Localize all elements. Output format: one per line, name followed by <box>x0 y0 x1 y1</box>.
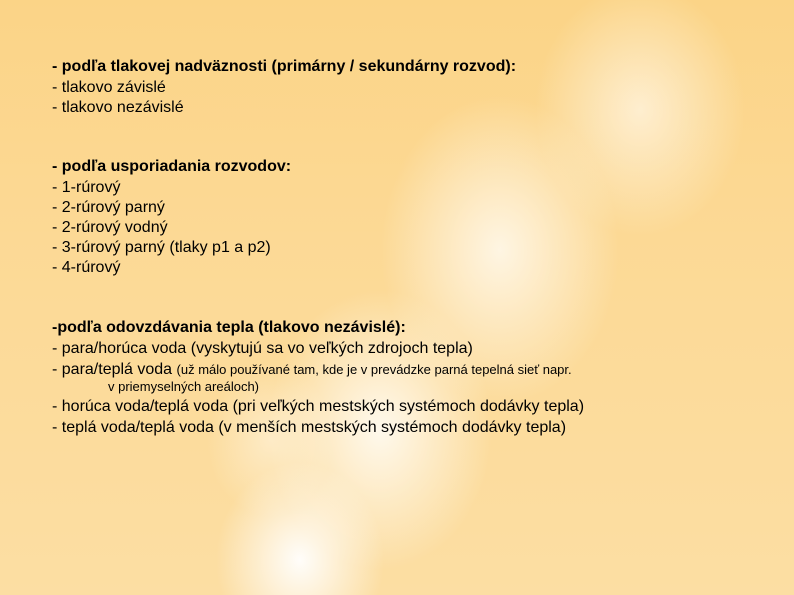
list-item-main: - para/teplá voda <box>52 361 173 378</box>
list-item: - tlakovo závislé <box>52 79 166 96</box>
list-item-note-cont: v priemyselných areáloch) <box>108 379 260 394</box>
list-item-note: (už málo používané tam, kde je v prevádzke parná tepelná sieť napr. <box>176 362 572 377</box>
list-item: - 4-rúrový <box>52 259 121 276</box>
section1-heading: - podľa tlakovej nadväznosti (primárny / sekundárny rozvod): <box>52 58 517 75</box>
list-item: - 1-rúrový <box>52 179 121 196</box>
list-item: - 2-rúrový vodný <box>52 219 168 236</box>
list-item: - horúca voda/teplá voda (pri veľkých mestských systémoch dodávky tepla) <box>52 398 585 415</box>
list-item: - para/horúca voda (vyskytujú sa vo veľkých zdrojoch tepla) <box>52 340 473 357</box>
list-item: - tlakovo nezávislé <box>52 99 184 116</box>
list-item: - teplá voda/teplá voda (v menších mestských systémoch dodávky tepla) <box>52 419 567 436</box>
section3-heading: -podľa odovzdávania tepla (tlakovo nezávislé): <box>52 319 406 336</box>
list-item: - 2-rúrový parný <box>52 199 165 216</box>
list-item: - 3-rúrový parný (tlaky p1 a p2) <box>52 239 271 256</box>
section2-heading: - podľa usporiadania rozvodov: <box>52 158 292 175</box>
